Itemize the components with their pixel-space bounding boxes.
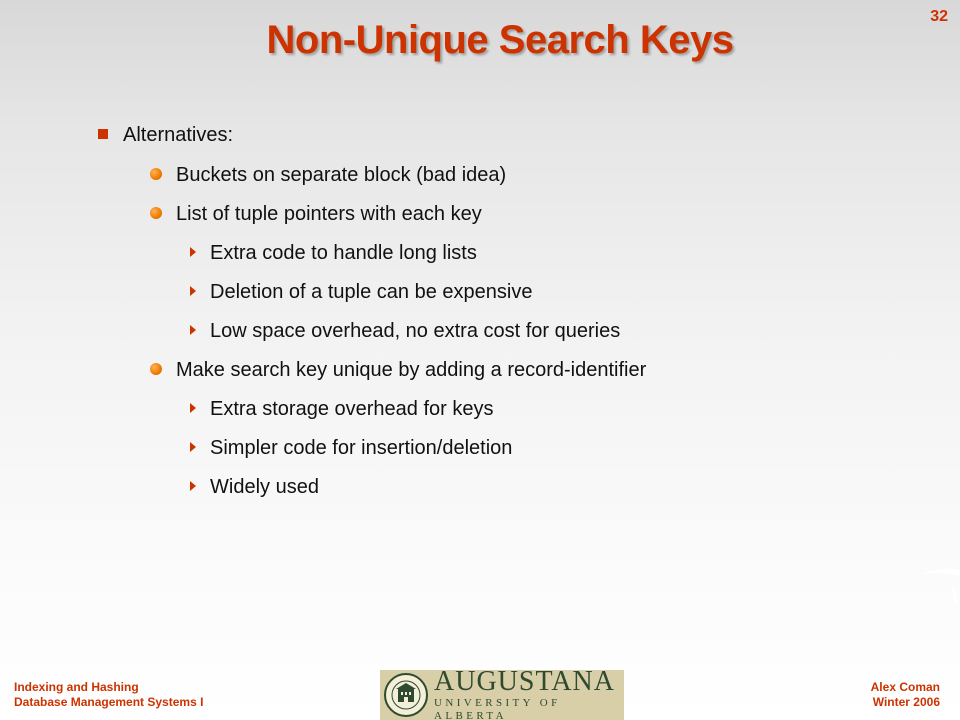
logo-main-text: AUGUSTANA bbox=[434, 665, 615, 697]
bullet-text: Alternatives: bbox=[123, 124, 234, 146]
bullet-level3 bbox=[190, 242, 477, 265]
orange-dot-bullet-icon bbox=[150, 207, 162, 219]
slide-number: 32 bbox=[930, 8, 948, 25]
course-name: Database Management Systems I bbox=[14, 695, 204, 709]
slide-title: Non-Unique Search Keys bbox=[266, 18, 734, 62]
logo-sub-text: UNIVERSITY OF ALBERTA bbox=[434, 696, 561, 720]
bullet-level2 bbox=[150, 359, 646, 382]
bullet-text: Deletion of a tuple can be expensive bbox=[210, 281, 533, 303]
footer-right bbox=[871, 680, 940, 710]
course-topic: Indexing and Hashing bbox=[14, 680, 139, 694]
author-name: Alex Coman bbox=[870, 680, 940, 694]
bullet-text: Simpler code for insertion/deletion bbox=[210, 437, 513, 459]
university-seal-icon bbox=[384, 673, 428, 717]
bullet-text: Extra storage overhead for keys bbox=[210, 398, 494, 420]
footer-left bbox=[14, 680, 203, 710]
orange-dot-bullet-icon bbox=[150, 168, 162, 180]
triangle-arrow-bullet-icon bbox=[190, 247, 196, 257]
decorative-swoosh-icon bbox=[920, 562, 960, 602]
bullet-text: Extra code to handle long lists bbox=[210, 242, 477, 264]
bullet-text: Widely used bbox=[210, 476, 319, 498]
triangle-arrow-bullet-icon bbox=[190, 481, 196, 491]
bullet-level2 bbox=[150, 164, 506, 187]
bullet-text: Low space overhead, no extra cost for queries bbox=[210, 320, 621, 342]
bullet-level3 bbox=[190, 320, 620, 343]
bullet-level3 bbox=[190, 437, 512, 460]
bullet-level2 bbox=[150, 203, 482, 226]
triangle-arrow-bullet-icon bbox=[190, 325, 196, 335]
bullet-level3 bbox=[190, 476, 319, 499]
bullet-level3 bbox=[190, 281, 532, 304]
triangle-arrow-bullet-icon bbox=[190, 442, 196, 452]
orange-dot-bullet-icon bbox=[150, 363, 162, 375]
bullet-text: Make search key unique by adding a record-identifier bbox=[176, 359, 647, 381]
square-bullet-icon bbox=[98, 129, 108, 139]
bullet-text: Buckets on separate block (bad idea) bbox=[176, 164, 507, 186]
logo-wordmark bbox=[434, 665, 624, 720]
bullet-level3 bbox=[190, 398, 493, 421]
triangle-arrow-bullet-icon bbox=[190, 286, 196, 296]
triangle-arrow-bullet-icon bbox=[190, 403, 196, 413]
bullet-level1 bbox=[98, 124, 233, 147]
term: Winter 2006 bbox=[872, 695, 940, 709]
augustana-logo bbox=[380, 665, 624, 720]
bullet-text: List of tuple pointers with each key bbox=[176, 203, 482, 225]
